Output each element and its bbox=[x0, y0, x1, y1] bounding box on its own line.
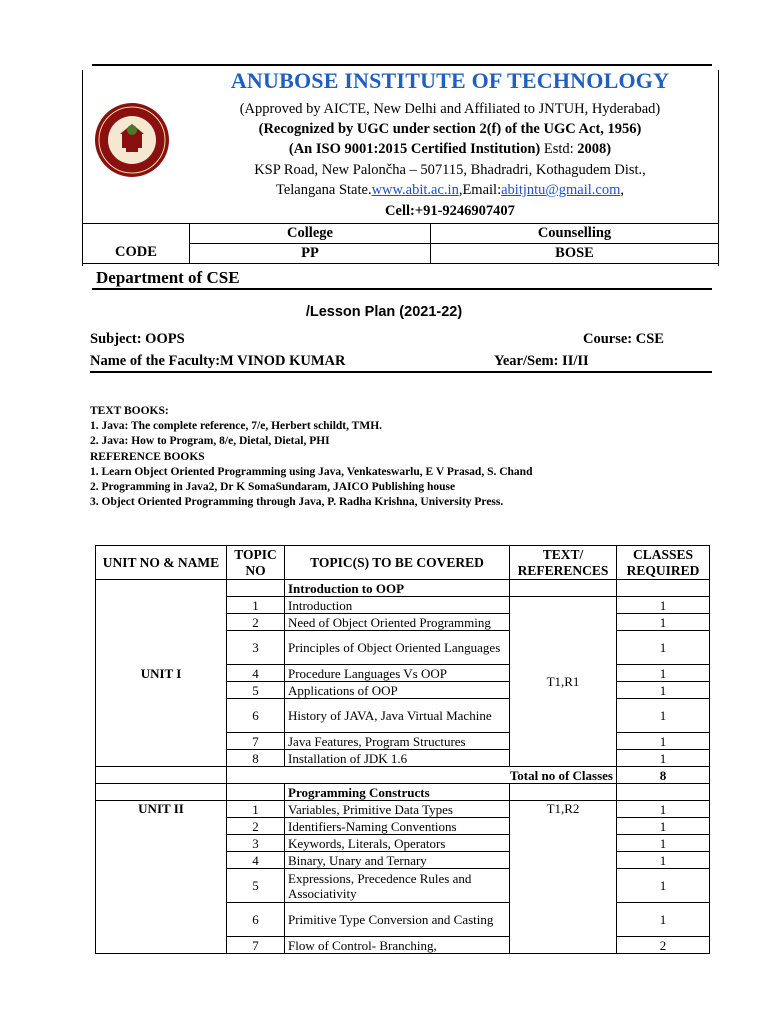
topic-no: 2 bbox=[227, 818, 285, 835]
classes-count: 1 bbox=[617, 665, 710, 682]
classes-count: 1 bbox=[617, 699, 710, 733]
topic-no: 5 bbox=[227, 869, 285, 903]
institute-logo bbox=[92, 100, 172, 180]
topic-no: 1 bbox=[227, 597, 285, 614]
course-text: Course: CSE bbox=[583, 331, 664, 347]
lesson-plan-title: /Lesson Plan (2021-22) bbox=[305, 304, 463, 320]
subject-text: Subject: OOPS bbox=[90, 331, 185, 347]
text-book-item: 2. Java: How to Program, 8/e, Dietal, Dietal, PHI bbox=[90, 435, 330, 448]
info-rule bbox=[90, 371, 712, 373]
faculty-text: Name of the Faculty:M VINOD KUMAR bbox=[90, 353, 346, 369]
topic-name: Binary, Unary and Ternary bbox=[285, 852, 510, 869]
topic-no: 7 bbox=[227, 733, 285, 750]
email-tail: , bbox=[620, 182, 625, 198]
contact-line bbox=[190, 181, 710, 200]
topic-name: Procedure Languages Vs OOP bbox=[285, 665, 510, 682]
unit-heading: Programming Constructs bbox=[285, 784, 510, 801]
classes-count: 1 bbox=[617, 682, 710, 699]
topic-no: 4 bbox=[227, 852, 285, 869]
topic-name: Installation of JDK 1.6 bbox=[285, 750, 510, 767]
classes-count: 2 bbox=[617, 937, 710, 954]
counselling-value: BOSE bbox=[431, 244, 719, 264]
classes-count: 1 bbox=[617, 631, 710, 665]
empty-cell bbox=[617, 784, 710, 801]
recognition-line: (Recognized by UGC under section 2(f) of the UGC Act, 1956) bbox=[258, 121, 642, 137]
topic-name: Java Features, Program Structures bbox=[285, 733, 510, 750]
refs-cell: T1,R1 bbox=[510, 597, 617, 767]
topic-no: 1 bbox=[227, 801, 285, 818]
text-book-item: 1. Java: The complete reference, 7/e, Herbert schildt, TMH. bbox=[90, 420, 383, 433]
reference-book-item: 3. Object Oriented Programming through Java, P. Radha Krishna, University Press. bbox=[90, 496, 504, 509]
topic-name: Keywords, Literals, Operators bbox=[285, 835, 510, 852]
topic-no: 5 bbox=[227, 682, 285, 699]
classes-count: 1 bbox=[617, 750, 710, 767]
classes-count: 1 bbox=[617, 614, 710, 631]
topic-no: 6 bbox=[227, 903, 285, 937]
empty-cell bbox=[227, 580, 285, 597]
classes-count: 1 bbox=[617, 733, 710, 750]
topic-name: Expressions, Precedence Rules and Associativity bbox=[285, 869, 510, 903]
classes-count: 1 bbox=[617, 903, 710, 937]
topic-no: 2 bbox=[227, 614, 285, 631]
total-label: Total no of Classes bbox=[227, 767, 617, 784]
unit-name-cell: UNIT II bbox=[96, 801, 227, 954]
classes-count: 1 bbox=[617, 869, 710, 903]
topic-name: Primitive Type Conversion and Casting bbox=[285, 903, 510, 937]
code-table bbox=[82, 223, 719, 264]
topic-name: Principles of Object Oriented Languages bbox=[285, 631, 510, 665]
classes-count: 1 bbox=[617, 597, 710, 614]
empty-cell bbox=[510, 784, 617, 801]
header-topic-no: TOPIC NO bbox=[227, 546, 285, 580]
topic-no: 4 bbox=[227, 665, 285, 682]
topic-name: Applications of OOP bbox=[285, 682, 510, 699]
header-classes: CLASSES REQUIRED bbox=[617, 546, 710, 580]
college-value: PP bbox=[190, 244, 431, 264]
website-link[interactable]: www.abit.ac.in bbox=[371, 182, 459, 198]
iso-line bbox=[190, 140, 710, 159]
header-topics: TOPIC(S) TO BE COVERED bbox=[285, 546, 510, 580]
reference-books-heading: REFERENCE BOOKS bbox=[90, 450, 205, 463]
classes-count: 1 bbox=[617, 818, 710, 835]
address-line: KSP Road, New Palončha – 507115, Bhadradri, Kothagudem Dist., bbox=[254, 162, 646, 178]
year-sem-text: Year/Sem: II/II bbox=[494, 353, 589, 369]
reference-book-item: 2. Programming in Java2, Dr K SomaSundaram, JAICO Publishing house bbox=[90, 481, 456, 494]
empty-cell bbox=[96, 784, 227, 801]
empty-cell bbox=[617, 580, 710, 597]
header-unit: UNIT NO & NAME bbox=[96, 546, 227, 580]
unit-name-cell: UNIT I bbox=[96, 580, 227, 767]
topic-name: Variables, Primitive Data Types bbox=[285, 801, 510, 818]
estd-year: 2008) bbox=[577, 141, 612, 157]
topic-no: 3 bbox=[227, 835, 285, 852]
estd-prefix: Estd: bbox=[540, 141, 578, 157]
topic-no: 8 bbox=[227, 750, 285, 767]
empty-cell bbox=[510, 580, 617, 597]
empty-cell bbox=[96, 767, 227, 784]
approval-line: (Approved by AICTE, New Delhi and Affiliated to JNTUH, Hyderabad) bbox=[239, 101, 661, 117]
department-title: Department of CSE bbox=[96, 268, 240, 287]
topic-no: 7 bbox=[227, 937, 285, 954]
classes-count: 1 bbox=[617, 852, 710, 869]
topic-name: Flow of Control- Branching, bbox=[285, 937, 510, 954]
institute-name: ANUBOSE INSTITUTE OF TECHNOLOGY bbox=[230, 68, 670, 93]
cell-line: Cell:+91-9246907407 bbox=[385, 203, 515, 219]
iso-text: (An ISO 9001:2015 Certified Institution) bbox=[288, 141, 541, 157]
classes-count: 1 bbox=[617, 835, 710, 852]
state-text: Telangana State. bbox=[275, 182, 372, 198]
empty-cell bbox=[227, 784, 285, 801]
topic-name: Introduction bbox=[285, 597, 510, 614]
total-classes: 8 bbox=[617, 767, 710, 784]
college-header: College bbox=[190, 224, 431, 244]
reference-book-item: 1. Learn Object Oriented Programming using Java, Venkateswarlu, E V Prasad, S. Chand bbox=[90, 465, 533, 478]
code-label-cell bbox=[83, 224, 190, 264]
refs-cell: T1,R2 bbox=[510, 801, 617, 954]
email-link[interactable]: abitjntu@gmail.com bbox=[501, 182, 621, 198]
code-label: CODE bbox=[115, 244, 157, 260]
topic-no: 3 bbox=[227, 631, 285, 665]
topic-name: History of JAVA, Java Virtual Machine bbox=[285, 699, 510, 733]
books-section bbox=[90, 404, 532, 510]
header-top-rule bbox=[92, 64, 712, 66]
lesson-plan-table bbox=[95, 545, 710, 954]
text-books-heading: TEXT BOOKS: bbox=[90, 405, 169, 417]
topic-no: 6 bbox=[227, 699, 285, 733]
topic-name: Need of Object Oriented Programming bbox=[285, 614, 510, 631]
header-refs: TEXT/ REFERENCES bbox=[510, 546, 617, 580]
topic-name: Identifiers-Naming Conventions bbox=[285, 818, 510, 835]
counselling-header: Counselling bbox=[431, 224, 719, 244]
email-label: ,Email: bbox=[458, 182, 502, 198]
unit-heading: Introduction to OOP bbox=[285, 580, 510, 597]
classes-count: 1 bbox=[617, 801, 710, 818]
department-rule bbox=[92, 288, 712, 290]
